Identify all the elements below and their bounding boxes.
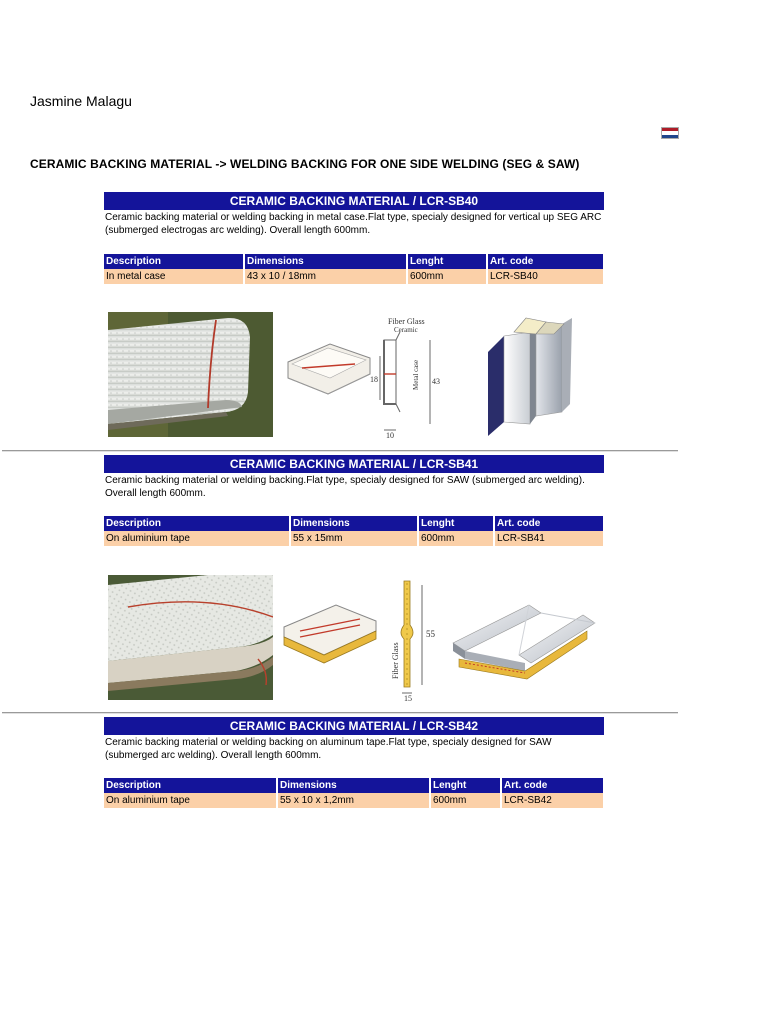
column-header-length: Lenght [407,254,487,269]
section-title: CERAMIC BACKING MATERIAL / LCR-SB42 [104,717,604,735]
column-header-dimensions: Dimensions [277,778,430,793]
cell-length: 600mm [407,269,487,284]
cell-length: 600mm [430,793,501,808]
spec-table [104,516,603,546]
column-header-description: Description [104,254,244,269]
cross-section-drawing [280,575,450,703]
netherlands-flag-icon[interactable] [661,127,679,139]
table-header-row [104,778,603,793]
table-row [104,793,603,808]
cell-description: In metal case [104,269,244,284]
column-header-art-code: Art. code [487,254,603,269]
drawing-label-10: 10 [386,431,394,440]
drawing-label-ceramic: Ceramic [394,326,418,334]
aluminium-tape-3d-drawing [449,575,599,700]
column-header-art-code: Art. code [494,516,603,531]
drawing-label-metal-case: Metal case [412,359,420,390]
drawing-label-15: 15 [404,694,412,703]
cross-section-drawing [280,312,450,440]
flag-stripe-blue [662,135,678,138]
product-photo [108,575,273,700]
page-title: CERAMIC BACKING MATERIAL -> WELDING BACKING FOR ONE SIDE WELDING (SEG & SAW) [30,157,580,171]
section-description: Ceramic backing material or welding backing.Flat type, specialy designed for SAW (submerged arc welding). Overall length 600mm. [105,475,585,499]
section-lcr-sb40 [104,192,604,282]
cell-description: On aluminium tape [104,531,290,546]
product-photo [108,312,273,437]
metal-case-3d-drawing [474,312,599,437]
drawing-label-55: 55 [426,629,435,639]
section-divider [2,712,678,714]
section-lcr-sb41 [104,455,604,544]
column-header-dimensions: Dimensions [290,516,418,531]
section-divider [2,450,678,452]
table-row [104,269,603,284]
column-header-length: Lenght [430,778,501,793]
cell-art-code: LCR-SB41 [494,531,603,546]
section-title: CERAMIC BACKING MATERIAL / LCR-SB41 [104,455,604,473]
product-images-lcr-sb41 [104,575,604,703]
drawing-label-43: 43 [432,377,440,386]
cell-art-code: LCR-SB42 [501,793,603,808]
drawing-label-18: 18 [370,375,378,384]
drawing-label-fiber-glass: Fiber Glass [388,317,425,326]
column-header-length: Lenght [418,516,494,531]
table-header-row [104,516,603,531]
column-header-dimensions: Dimensions [244,254,407,269]
section-description: Ceramic backing material or welding backing in metal case.Flat type, specialy designed for vertical up SEG ARC (submerged electrogas arc welding). Overall length 600mm. [105,212,602,236]
column-header-art-code: Art. code [501,778,603,793]
cell-art-code: LCR-SB40 [487,269,603,284]
spec-table [104,254,603,284]
table-row [104,531,603,546]
spec-table [104,778,603,808]
cell-length: 600mm [418,531,494,546]
column-header-description: Description [104,778,277,793]
drawing-label-fiber-glass: Fiber Glass [391,642,400,679]
product-images-lcr-sb40 [104,312,604,440]
section-title: CERAMIC BACKING MATERIAL / LCR-SB40 [104,192,604,210]
cell-dimensions: 55 x 10 x 1,2mm [277,793,430,808]
cell-dimensions: 43 x 10 / 18mm [244,269,407,284]
cell-dimensions: 55 x 15mm [290,531,418,546]
author-name: Jasmine Malagu [30,93,132,109]
table-header-row [104,254,603,269]
section-description: Ceramic backing material or welding backing on aluminum tape.Flat type, specialy designed for SAW (submerged arc welding). Overall length 600mm. [105,737,552,761]
column-header-description: Description [104,516,290,531]
cell-description: On aluminium tape [104,793,277,808]
section-lcr-sb42 [104,717,604,806]
